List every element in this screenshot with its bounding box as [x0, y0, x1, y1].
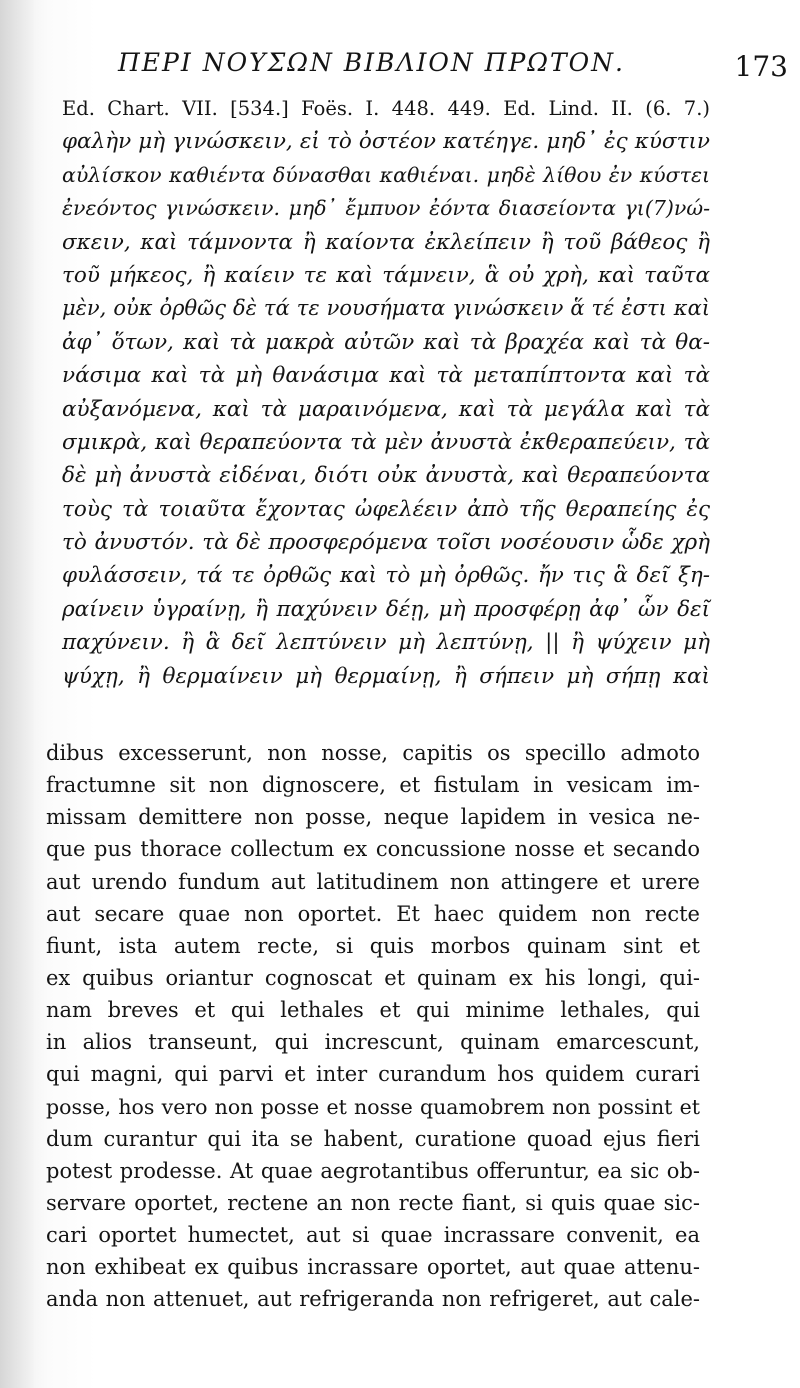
latin-line: qui magni, qui parvi et inter curandum hos quidem curari — [46, 1062, 700, 1087]
greek-line: ψύχῃ, ἢ θερμαίνειν μὴ θερμαίνῃ, ἢ σήπειν μὴ σήπῃ καὶ — [62, 663, 710, 689]
greek-line: παχύνειν. ἢ ἃ δεῖ λεπτύνειν μὴ λεπτύνῃ, || ἢ ψύχειν μὴ — [62, 630, 710, 656]
page-header — [118, 48, 788, 88]
greek-line: τὸ ἀνυστόν. τὰ δὲ προσφερόμενα τοῖσι νοσέουσιν ὧδε χρὴ — [62, 530, 710, 556]
latin-line: que pus thorace collectum ex concussione nosse et secando — [46, 837, 700, 862]
greek-text-block — [62, 92, 710, 693]
latin-translation-block — [46, 737, 700, 1316]
latin-line: ex quibus oriantur cognoscat et quinam ex his longi, qui- — [46, 965, 700, 990]
latin-line: cari oportet humectet, aut si quae incrassare convenit, ea — [46, 1223, 700, 1248]
greek-line: ραίνειν ὑγραίνῃ, ἢ παχύνειν δέῃ, μὴ προσφέρῃ ἀφ᾽ ὧν δεῖ — [62, 596, 710, 622]
latin-line: in alios transeunt, qui increscunt, quinam emarcescunt, — [46, 1030, 700, 1055]
greek-line: αὐξανόμενα, καὶ τὰ μαραινόμενα, καὶ τὰ μεγάλα καὶ τὰ — [62, 396, 710, 422]
running-title: ΠΕΡΙ ΝΟΥΣΩΝ ΒΙΒΛΙΟΝ ΠΡΩΤΟΝ. — [118, 48, 626, 77]
greek-line: σκειν, καὶ τάμνοντα ἢ καίοντα ἐκλείπειν ἢ τοῦ βάθεος ἢ — [62, 229, 710, 255]
latin-line: aut secare quae non oportet. Et haec quidem non recte — [46, 901, 700, 926]
greek-line: αὐλίσκον καθιέντα δύνασθαι καθιέναι. μηδὲ λίθου ἐν κύστει — [62, 162, 710, 187]
greek-line: δὲ μὴ ἀνυστὰ εἰδέναι, διότι οὐκ ἀνυστὰ, καὶ θεραπεύοντα — [62, 463, 710, 489]
latin-line: fractumne sit non dignoscere, et fistulam in vesicam im- — [46, 773, 700, 798]
greek-line: ἀφ᾽ ὅτων, καὶ τὰ μακρὰ αὐτῶν καὶ τὰ βραχέα καὶ τὰ θα- — [62, 329, 710, 355]
page-gutter — [0, 0, 34, 1388]
latin-line: fiunt, ista autem recte, si quis morbos quinam sint et — [46, 933, 700, 958]
greek-line: ἐνεόντος γινώσκειν. μηδ᾽ ἔμπυον ἐόντα διασείοντα γι(7)νώ- — [62, 196, 710, 221]
greek-line: φαλὴν μὴ γινώσκειν, εἰ τὸ ὀστέον κατέηγε. μηδ᾽ ἐς κύστιν — [62, 129, 710, 155]
latin-line: dum curantur qui ita se habent, curatione quoad ejus fieri — [46, 1126, 700, 1151]
page-number: 173 — [734, 50, 788, 83]
edition-reference-line: Ed. Chart. VII. [534.] Foës. I. 448. 449. Ed. Lind. II. (6. 7.) — [62, 97, 710, 120]
latin-line: potest prodesse. At quae aegrotantibus offeruntur, ea sic ob- — [46, 1158, 700, 1183]
greek-line: τοῦ μήκεος, ἢ καίειν τε καὶ τάμνειν, ἃ οὐ χρὴ, καὶ ταῦτα — [62, 262, 710, 288]
latin-line: nam breves et qui lethales et qui minime lethales, qui — [46, 998, 700, 1023]
greek-line: σμικρὰ, καὶ θεραπεύοντα τὰ μὲν ἀνυστὰ ἐκθεραπεύειν, τὰ — [62, 429, 710, 455]
latin-line: posse, hos vero non posse et nosse quamobrem non possint et — [46, 1094, 700, 1119]
latin-line: dibus excesserunt, non nosse, capitis os specillo admoto — [46, 741, 700, 765]
latin-line: aut urendo fundum aut latitudinem non attingere et urere — [46, 869, 700, 894]
greek-line: νάσιμα καὶ τὰ μὴ θανάσιμα καὶ τὰ μεταπίπτοντα καὶ τὰ — [62, 363, 710, 389]
latin-line: non exhibeat ex quibus incrassare oportet, aut quae attenu- — [46, 1255, 700, 1280]
latin-line: missam demittere non posse, neque lapidem in vesica ne- — [46, 805, 700, 830]
greek-line: τοὺς τὰ τοιαῦτα ἔχοντας ὠφελέειν ἀπὸ τῆς θεραπείης ἐς — [62, 496, 710, 522]
latin-line: servare oportet, rectene an non recte fiant, si quis quae sic- — [46, 1190, 700, 1215]
greek-line: μὲν, οὐκ ὀρθῶς δὲ τά τε νουσήματα γινώσκειν ἅ τέ ἐστι καὶ — [62, 296, 710, 321]
greek-line: φυλάσσειν, τά τε ὀρθῶς καὶ τὸ μὴ ὀρθῶς. ἤν τις ἃ δεῖ ξη- — [62, 563, 710, 589]
latin-line: anda non attenuet, aut refrigeranda non refrigeret, aut cale- — [46, 1287, 700, 1312]
